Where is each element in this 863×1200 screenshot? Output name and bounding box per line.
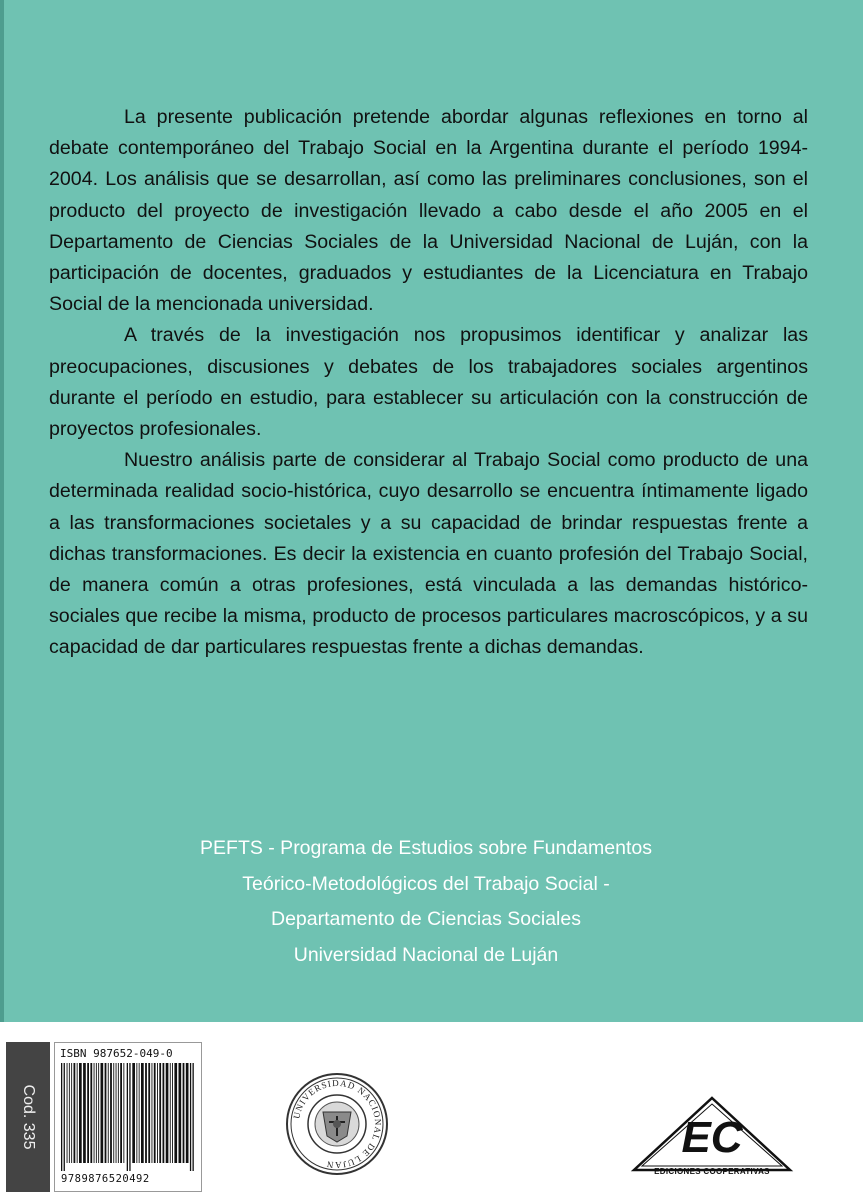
isbn-panel (6, 1042, 204, 1192)
barcode-bar (118, 1063, 119, 1163)
barcode-bar (79, 1063, 82, 1163)
barcode-bar (87, 1063, 89, 1163)
barcode-bar (77, 1063, 78, 1163)
barcode-bar (116, 1063, 117, 1163)
barcode-bar (136, 1063, 137, 1163)
publisher-logo-text: EC (681, 1113, 743, 1162)
barcode-bar (123, 1063, 124, 1163)
barcode-bar (110, 1063, 112, 1163)
credits-line-2: Teórico-Metodológicos del Trabajo Social - (242, 872, 610, 895)
blurb-paragraph-1: La presente publicación pretende abordar algunas reflexiones en torno al debate contemporáneo del Trabajo Social en la Argentina durante el período 1994-2004. Los análisis que se desarrollan, así como las preliminares conclusiones, son el producto del proyecto de investigación llevado a cabo desde el año 2005 en el Departamento de Ciencias Sociales de la Universidad Nacional de Luján, con la participación de docentes, graduados y estudiantes de la Licenciatura en Trabajo Social de la mencionada universidad. (49, 106, 808, 316)
barcode-bar (61, 1063, 62, 1171)
barcode-bar (170, 1063, 171, 1163)
credits-line-3: Departamento de Ciencias Sociales (270, 908, 581, 930)
barcode-bar (67, 1063, 68, 1163)
blurb-paragraph-2: A través de la investigación nos propusimos identificar y analizar las preocupaciones, discusiones y debates de los trabajadores sociales argentinos durante el período en estudio, para establecer su articulación con la construcción de proyectos profesionales. (49, 324, 808, 441)
barcode-bar (113, 1063, 114, 1163)
barcode-bar (120, 1063, 122, 1163)
barcode-bar (94, 1063, 95, 1163)
barcode-bar (159, 1063, 161, 1163)
publisher-name: EDICIONES COOPERATIVAS (654, 1167, 770, 1176)
barcode-bar (179, 1063, 182, 1163)
university-seal-icon (285, 1072, 389, 1176)
ean-number: 9789876520492 (61, 1173, 150, 1185)
cod-strip (6, 1042, 50, 1192)
barcode-bar (129, 1063, 130, 1171)
barcode-bar (172, 1063, 173, 1163)
barcode-bar (69, 1063, 70, 1163)
barcode-bar (105, 1063, 107, 1163)
barcode-bar (90, 1063, 92, 1163)
barcode-bar (190, 1063, 191, 1171)
barcode-bar (101, 1063, 104, 1163)
barcode-bar (139, 1063, 140, 1163)
barcode-bar (96, 1063, 97, 1163)
barcode-bar (163, 1063, 165, 1163)
barcode-bar (157, 1063, 158, 1163)
barcode-bar (174, 1063, 177, 1163)
bottom-strip (0, 1022, 863, 1200)
barcode-bar (152, 1063, 153, 1163)
seal-text: UNIVERSIDAD NACIONAL DE LUJAN (291, 1077, 384, 1171)
barcode-bar (166, 1063, 169, 1163)
barcode-bar (74, 1063, 76, 1163)
barcode-bar (64, 1063, 65, 1171)
barcode-bar (83, 1063, 86, 1163)
program-credits (0, 831, 852, 973)
barcode-bar (145, 1063, 147, 1163)
barcode-bar (183, 1063, 185, 1163)
barcode-bar (141, 1063, 144, 1163)
barcode-box (54, 1042, 202, 1192)
cod-label: Cod. 335 (20, 1084, 37, 1150)
blurb-text (49, 102, 808, 664)
barcode-bar (127, 1063, 128, 1171)
barcode-bar (193, 1063, 194, 1171)
barcode-bar (71, 1063, 72, 1163)
barcode-bar (132, 1063, 135, 1163)
isbn-label: ISBN 987652-049-0 (60, 1047, 173, 1060)
barcode-bar (108, 1063, 109, 1163)
blurb-paragraph-3: Nuestro análisis parte de considerar al Trabajo Social como producto de una determinada realidad socio-histórica, cuyo desarrollo se encuentra íntimamente ligado a las transformaciones societales y a su capacidad de brindar respuestas frente a dichas transformaciones. Es decir la existencia en cuanto profesión del Trabajo Social, de manera común a otras profesiones, está vinculada a las demandas histórico-sociales que recibe la misma, producto de procesos particulares macroscópicos, y a su capacidad de dar particulares respuestas frente a dichas demandas. (49, 449, 808, 659)
credits-line-1: PEFTS - Programa de Estudios sobre Fundamentos (200, 837, 652, 859)
barcode-bar (186, 1063, 189, 1163)
credits-line-4: Universidad Nacional de Luján (293, 943, 559, 966)
barcode-icon (59, 1063, 197, 1173)
barcode-bar (148, 1063, 150, 1163)
barcode-bar (154, 1063, 156, 1163)
publisher-logo-icon (630, 1094, 794, 1174)
barcode-bar (98, 1063, 99, 1163)
